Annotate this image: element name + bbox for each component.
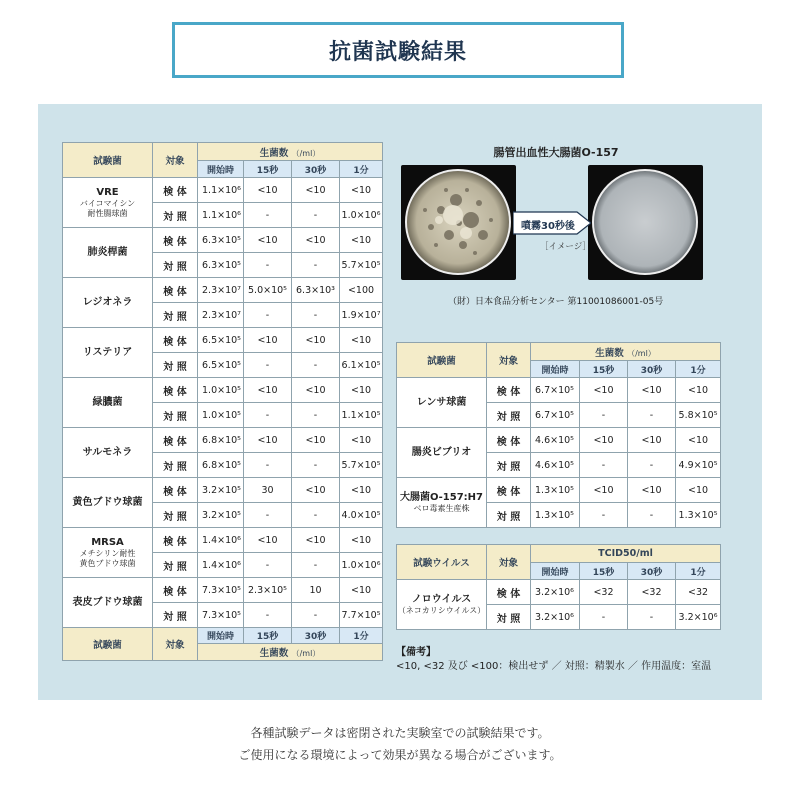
footer-bacteria: 試験菌 [63,628,153,661]
value-cell: 1.1×10⁶ [198,203,244,228]
header-count: 生菌数 （/ml） [198,143,383,161]
value-cell: <10 [244,178,292,203]
footer-target: 対象 [153,628,198,661]
bacteria-name [397,378,487,428]
header-bacteria: 試験菌 [397,343,487,378]
photo-caption: 腸管出血性大腸菌O-157 [493,146,619,159]
header-time: 30秒 [628,563,676,580]
bacteria-name-label: 緑膿菌 [92,396,123,408]
label-control: 対 照 [153,253,198,278]
bacteria-subname: ベロ毒素生産株 [413,503,470,513]
label-control: 対 照 [153,403,198,428]
label-test: 検 体 [153,228,198,253]
value-cell: <32 [628,580,676,605]
header-time: 30秒 [292,161,340,178]
bacteria-name-label: VRE [96,186,119,198]
bacteria-name [63,178,153,228]
table-row [63,278,383,303]
header-tcid: TCID50/ml [531,545,721,563]
header-bacteria: 試験菌 [63,143,153,178]
label-test: 検 体 [153,328,198,353]
value-cell: 1.0×10⁶ [340,203,383,228]
value-cell: <10 [676,428,721,453]
table-row [397,478,721,503]
value-cell: 7.7×10⁵ [340,603,383,628]
header-virus: 試験ウイルス [397,545,487,580]
label-test: 検 体 [153,578,198,603]
label-test: 検 体 [153,278,198,303]
value-cell: 3.2×10⁶ [531,605,580,630]
label-test: 検 体 [153,428,198,453]
value-cell: 1.0×10⁶ [340,553,383,578]
value-cell: 6.5×10⁵ [198,328,244,353]
label-control: 対 照 [153,603,198,628]
value-cell: - [292,353,340,378]
left-results-table [62,142,383,661]
right-results-table [396,342,721,528]
value-cell: - [292,253,340,278]
header-time: 開始時 [531,563,580,580]
value-cell: 1.1×10⁵ [340,403,383,428]
value-cell: <10 [628,478,676,503]
value-cell: - [580,453,628,478]
value-cell: <10 [292,178,340,203]
value-cell: - [580,503,628,528]
virus-results-table [396,544,721,630]
bacteria-name-label: 黄色ブドウ球菌 [72,496,143,508]
petri-dish-before-image [401,165,516,280]
table-row [397,428,721,453]
value-cell: 6.7×10⁵ [531,378,580,403]
value-cell: <10 [340,228,383,253]
value-cell: - [244,203,292,228]
petri-dish-after-image [588,165,703,280]
value-cell: - [244,503,292,528]
label-test: 検 体 [153,178,198,203]
left-table-body [63,178,383,628]
value-cell: - [292,453,340,478]
value-cell: 1.3×10⁵ [676,503,721,528]
value-cell: <10 [340,178,383,203]
value-cell: - [292,303,340,328]
value-cell: 3.2×10⁵ [198,478,244,503]
value-cell: 4.6×10⁵ [531,428,580,453]
bacteria-name [397,478,487,528]
value-cell: <10 [292,328,340,353]
value-cell: <10 [628,428,676,453]
value-cell: 1.3×10⁵ [531,478,580,503]
image-note: ［イメージ］ [540,242,591,252]
value-cell: <10 [580,478,628,503]
value-cell: <10 [340,528,383,553]
arrow-label: 噴霧30秒後 [521,221,575,232]
value-cell: - [580,403,628,428]
value-cell: <10 [244,328,292,353]
value-cell: <32 [676,580,721,605]
value-cell: 6.5×10⁵ [198,353,244,378]
table-row [63,328,383,353]
table-row [63,478,383,503]
footer-time: 30秒 [292,628,340,644]
bacteria-name-label: 表皮ブドウ球菌 [72,596,143,608]
bacteria-name-label: リステリア [82,346,133,358]
value-cell: <10 [244,528,292,553]
bacteria-name-label: 大腸菌O-157:H7 [399,491,484,503]
footer-time: 15秒 [244,628,292,644]
value-cell: 5.8×10⁵ [676,403,721,428]
value-cell: - [292,553,340,578]
table-row [63,378,383,403]
bacteria-name-label: MRSA [91,536,124,548]
value-cell: 6.7×10⁵ [531,403,580,428]
bacteria-name-label: 肺炎桿菌 [87,246,128,258]
table-row [63,578,383,603]
value-cell: <10 [292,528,340,553]
header-time: 開始時 [531,361,580,378]
bacteria-name-label: サルモネラ [82,446,133,458]
table-row [397,580,721,605]
label-control: 対 照 [487,453,531,478]
header-time: 1分 [676,361,721,378]
header-time: 1分 [676,563,721,580]
label-control: 対 照 [487,605,531,630]
value-cell: 4.9×10⁵ [676,453,721,478]
value-cell: 30 [244,478,292,503]
header-time: 1分 [340,161,383,178]
notes [396,646,711,674]
value-cell: 1.0×10⁵ [198,378,244,403]
value-cell: 4.0×10⁵ [340,503,383,528]
value-cell: <32 [580,580,628,605]
bacteria-name-label: レジオネラ [82,296,133,308]
value-cell: - [244,253,292,278]
value-cell: 5.7×10⁵ [340,453,383,478]
page-title: 抗菌試験結果 [328,39,467,65]
value-cell: 1.3×10⁵ [531,503,580,528]
header-time: 30秒 [628,361,676,378]
header-target: 対象 [487,343,531,378]
value-cell: 2.3×10⁷ [198,278,244,303]
label-test: 検 体 [153,478,198,503]
bacteria-name [63,328,153,378]
value-cell: 10 [292,578,340,603]
value-cell: - [292,203,340,228]
value-cell: 1.1×10⁶ [198,178,244,203]
value-cell: - [628,453,676,478]
label-control: 対 照 [153,453,198,478]
label-test: 検 体 [153,378,198,403]
value-cell: - [580,605,628,630]
value-cell: <10 [340,578,383,603]
value-cell: 6.3×10³ [292,278,340,303]
label-test: 検 体 [487,478,531,503]
value-cell: 6.8×10⁵ [198,428,244,453]
footer-count: 生菌数 （/ml） [198,644,383,661]
label-control: 対 照 [487,503,531,528]
label-control: 対 照 [153,553,198,578]
title-box [172,22,624,78]
footer-time: 開始時 [198,628,244,644]
value-cell: - [292,403,340,428]
value-cell: <10 [244,378,292,403]
bacteria-name-label: レンサ球菌 [416,396,467,408]
value-cell: - [244,303,292,328]
value-cell: - [244,453,292,478]
table-row [63,428,383,453]
footer-line-1: 各種試験データは密閉された実験室での試験結果です。 [250,726,550,740]
value-cell: - [628,403,676,428]
right-table-body [397,378,721,528]
bacteria-subname: 耐性腸球菌 [87,208,128,218]
footer-time: 1分 [340,628,383,644]
value-cell: <10 [292,478,340,503]
value-cell: 2.3×10⁷ [198,303,244,328]
bacteria-name [63,378,153,428]
value-cell: <10 [340,428,383,453]
bacteria-name [63,578,153,628]
notes-title: 【備考】 [396,647,436,658]
value-cell: 7.3×10⁵ [198,578,244,603]
label-test: 検 体 [487,580,531,605]
value-cell: <10 [292,428,340,453]
bacteria-name-label: 腸炎ビブリオ [411,446,472,458]
virus-table-body [397,580,721,630]
value-cell: <10 [580,428,628,453]
value-cell: - [244,353,292,378]
value-cell: 1.4×10⁶ [198,553,244,578]
value-cell: <10 [340,328,383,353]
bacteria-name [397,428,487,478]
label-test: 検 体 [487,428,531,453]
source-note: （財）日本食品分析センター 第11001086001-05号 [448,297,664,307]
label-test: 検 体 [487,378,531,403]
header-time: 15秒 [580,361,628,378]
value-cell: 7.3×10⁵ [198,603,244,628]
value-cell: 3.2×10⁶ [676,605,721,630]
value-cell: 6.8×10⁵ [198,453,244,478]
value-cell: <10 [292,228,340,253]
table-row [397,378,721,403]
table-row [63,528,383,553]
virus-name [397,580,487,630]
footer-line-2: ご使用になる環境によって効果が異なる場合がございます。 [238,748,562,762]
value-cell: - [292,503,340,528]
table-row [63,228,383,253]
label-control: 対 照 [487,403,531,428]
value-cell: - [628,503,676,528]
footer [0,722,800,766]
bacteria-name [63,228,153,278]
value-cell: 5.7×10⁵ [340,253,383,278]
value-cell: <10 [580,378,628,403]
header-target: 対象 [153,143,198,178]
value-cell: <10 [676,478,721,503]
value-cell: <10 [676,378,721,403]
value-cell: 3.2×10⁶ [531,580,580,605]
bacteria-subname: 黄色ブドウ球菌 [79,558,136,568]
value-cell: <10 [340,478,383,503]
value-cell: - [244,553,292,578]
value-cell: - [244,403,292,428]
header-time: 開始時 [198,161,244,178]
value-cell: 1.9×10⁷ [340,303,383,328]
value-cell: 1.4×10⁶ [198,528,244,553]
bacteria-subname: メチシリン耐性 [79,548,136,558]
virus-subname: （ネコカリシウイルス） [397,605,486,615]
value-cell: <10 [628,378,676,403]
bacteria-name [63,278,153,328]
value-cell: 6.3×10⁵ [198,253,244,278]
value-cell: <10 [340,378,383,403]
value-cell: 6.1×10⁵ [340,353,383,378]
header-time: 15秒 [580,563,628,580]
bacteria-subname: バイコマイシン [79,198,136,208]
label-control: 対 照 [153,203,198,228]
value-cell: <10 [244,228,292,253]
label-control: 対 照 [153,303,198,328]
value-cell: <10 [292,378,340,403]
value-cell: 3.2×10⁵ [198,503,244,528]
value-cell: 5.0×10⁵ [244,278,292,303]
value-cell: 6.3×10⁵ [198,228,244,253]
label-test: 検 体 [153,528,198,553]
notes-text: <10, <32 及び <100：検出せず ／ 対照：精製水 ／ 作用温度：室温 [396,661,712,672]
bacteria-name [63,478,153,528]
header-time: 15秒 [244,161,292,178]
value-cell: 2.3×10⁵ [244,578,292,603]
header-target: 対象 [487,545,531,580]
value-cell: 1.0×10⁵ [198,403,244,428]
header-count: 生菌数 （/ml） [531,343,721,361]
value-cell: 4.6×10⁵ [531,453,580,478]
value-cell: - [628,605,676,630]
table-row [63,178,383,203]
label-control: 対 照 [153,353,198,378]
bacteria-name [63,428,153,478]
bacteria-name [63,528,153,578]
value-cell: <10 [244,428,292,453]
virus-name-label: ノロウイルス [411,593,472,605]
value-cell: <100 [340,278,383,303]
label-control: 対 照 [153,503,198,528]
value-cell: - [244,603,292,628]
value-cell: - [292,603,340,628]
